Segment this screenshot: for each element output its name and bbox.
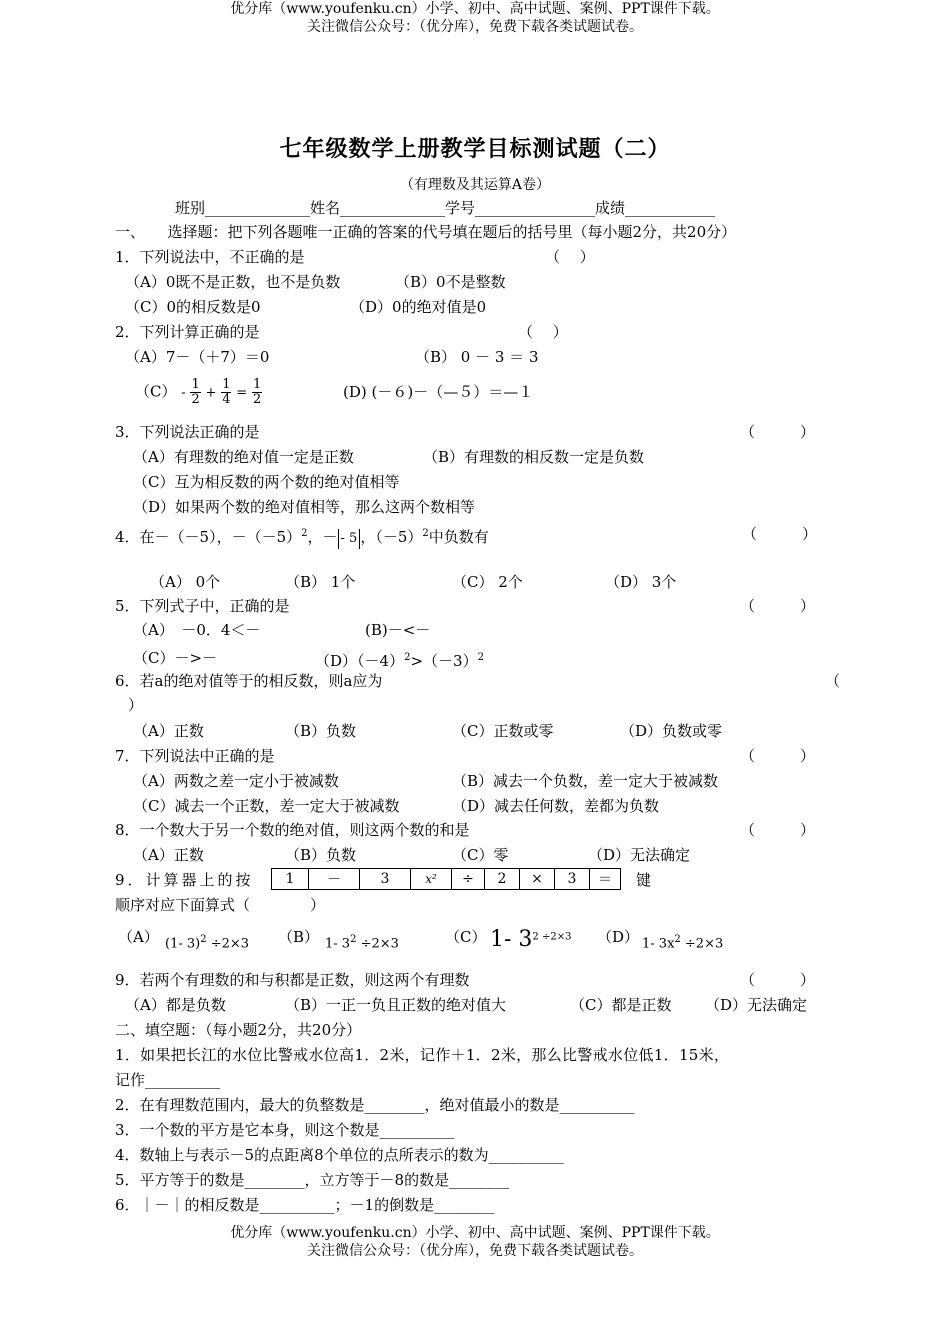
q8-option-a: （A）正数 [133, 846, 204, 864]
q4-stem-part-a: 4．在－（－5），－（－5） [115, 528, 302, 546]
q3-option-c: （C）互为相反数的两个数的绝对值相等 [133, 473, 400, 491]
q2-c-f2-den: 4 [222, 392, 231, 407]
calc-key-divide: ÷ [452, 869, 485, 890]
calc-key-1: 1 [272, 869, 309, 890]
q1-option-a: （A）0既不是正数，也不是负数 [125, 273, 341, 291]
q6-paren-left: （ [825, 672, 841, 690]
q2-c-fraction-1 [190, 378, 200, 407]
q8-answer-paren: （ ） [740, 821, 816, 839]
header-line-2: 关注微信公众号：（优分库），免费下载各类试题试卷。 [307, 19, 643, 35]
q9b-option-c: （C）都是正数 [570, 996, 672, 1014]
q6-option-d: （D）负数或零 [620, 722, 723, 740]
q7-answer-paren: （ ） [740, 747, 816, 765]
q9-b-expr: 1- 3 [325, 936, 351, 952]
q2-c-f2-num: 1 [222, 377, 231, 392]
q2-c-plus: + [205, 385, 217, 401]
calc-key-minus: － [309, 869, 360, 890]
q4-stem-part-d: 中负数有 [428, 528, 489, 546]
q9-a-tail: ÷2×3 [206, 936, 250, 952]
q2-option-a: （A）7－（＋7）＝0 [125, 348, 270, 366]
q8-option-b: （B）负数 [285, 846, 357, 864]
q9-b-tail: ÷2×3 [356, 936, 399, 952]
q9-calc-line2: 顺序对应下面算式（ ） [115, 896, 326, 914]
q9-c-sup: 2 ÷2×3 [532, 931, 572, 943]
q5-option-b: (B)－<－ [365, 621, 431, 639]
q5-d-sup-1: 2 [404, 652, 411, 663]
calc-key-equals: ＝ [590, 869, 621, 890]
q4-stem-part-b: ，－ [307, 528, 338, 546]
q9-d-tail: ÷2×3 [680, 936, 724, 952]
calc-key-3: 3 [360, 869, 411, 890]
q9-option-d-expr [642, 934, 723, 951]
q5-d-part-b: >（－3） [410, 652, 478, 670]
q9-option-a-expr [165, 934, 249, 951]
q9-a-sup: 2 [200, 934, 207, 945]
q4-option-c: （C） 2个 [452, 573, 523, 591]
q4-answer-paren: （ ） [742, 525, 818, 543]
q9b-option-b: （B）一正一负且正数的绝对值大 [285, 996, 507, 1014]
q9b-stem: 9．若两个有理数的和与积都是正数，则这两个有理数 [115, 971, 470, 989]
q9-c-expr: 1- 3 [490, 927, 533, 952]
q1-option-b: （B）0不是整数 [395, 273, 506, 291]
footer-line-1: 优分库（www.youfenku.cn）小学、初中、高中试题、案例、PPT课件下载。 [230, 1225, 720, 1241]
fill-3: 3．一个数的平方是它本身，则这个数是__________ [115, 1121, 455, 1139]
q2-c-f3-num: 1 [252, 377, 262, 392]
q2-option-b: （B） 0 － 3 ＝ 3 [415, 348, 539, 366]
fill-6: 6．｜－｜的相反数是__________；－1的倒数是________ [115, 1196, 495, 1214]
q7-option-a: （A）两数之差一定小于被减数 [133, 772, 339, 790]
q9-option-b-label: （B） [278, 928, 320, 946]
fill-4: 4．数轴上与表示－5的点距离8个单位的点所表示的数为__________ [115, 1146, 564, 1164]
q8-option-c: （C）零 [452, 846, 509, 864]
q9-option-c-label: （C） [445, 928, 487, 946]
section-1-heading: 一、 选择题：把下列各题唯一正确的答案的代号填在题后的括号里（每小题2分，共20分） [115, 223, 737, 241]
section-2-heading: 二、填空题：（每小题2分，共20分） [115, 1021, 362, 1039]
q2-c-fraction-3 [252, 378, 262, 407]
q2-option-c [135, 378, 262, 407]
student-info-line: 班别______________姓名______________学号________________成绩____________ [175, 199, 716, 217]
q4-option-d: （D） 3个 [605, 573, 677, 591]
q5-stem: 5．下列式子中，正确的是 [115, 597, 290, 615]
q7-stem: 7．下列说法中正确的是 [115, 747, 275, 765]
calc-key-3b: 3 [555, 869, 590, 890]
q9-d-expr: 1- 3x [642, 936, 675, 952]
q4-stem [115, 524, 489, 549]
q6-option-a: （A）正数 [133, 722, 204, 740]
q7-option-b: （B）减去一个负数，差一定大于被减数 [452, 772, 719, 790]
q9-option-c-expr [490, 927, 571, 952]
q3-option-d: （D）如果两个数的绝对值相等，那么这两个数相等 [133, 498, 476, 516]
q4-option-a: （A） 0个 [150, 573, 221, 591]
q4-stem-part-c: ，（－5） [360, 528, 423, 546]
page-title: 七年级数学上册教学目标测试题（二） [279, 137, 671, 162]
q2-c-equals: = [236, 385, 248, 401]
q2-c-minus: - [181, 385, 186, 401]
fill-1-line-a: 1．如果把长江的水位比警戒水位高1．2米，记作＋1．2米，那么比警戒水位低1．15米， [115, 1046, 730, 1064]
q6-option-c: （C）正数或零 [452, 722, 554, 740]
q4-absolute-value: - 5 [338, 529, 361, 549]
q5-d-sup-2: 2 [477, 652, 484, 663]
q2-c-f1-den: 2 [191, 392, 200, 407]
calc-key-2: 2 [485, 869, 520, 890]
q9b-answer-paren: （ ） [740, 971, 816, 989]
calc-key-square: x² [411, 869, 452, 890]
q9-a-expr: (1- 3) [165, 936, 201, 952]
q2-option-d: (D) (－６)－（—５）＝—１ [343, 383, 534, 401]
q2-c-fraction-2 [221, 378, 231, 407]
q1-answer-paren: （ ） [545, 248, 595, 266]
q5-option-d [315, 648, 484, 671]
q4-sup-1: 2 [301, 528, 308, 539]
q9-option-b-expr [325, 934, 399, 951]
q9b-option-a: （A）都是负数 [125, 996, 226, 1014]
q6-paren-right: ） [128, 696, 144, 714]
q9b-option-d: （D）无法确定 [705, 996, 808, 1014]
q8-option-d: （D）无法确定 [588, 846, 691, 864]
fill-5: 5．平方等于的数是________，立方等于－8的数是________ [115, 1171, 510, 1189]
q2-option-c-label: （C） [135, 382, 177, 401]
q4-sup-2: 2 [422, 528, 429, 539]
q7-option-d: （D）减去任何数，差都为负数 [452, 797, 660, 815]
q2-stem: 2．下列计算正确的是 [115, 323, 260, 341]
q3-stem: 3．下列说法正确的是 [115, 423, 260, 441]
q2-c-f1-num: 1 [191, 377, 200, 392]
q2-c-f3-den: 2 [252, 392, 262, 407]
q7-option-c: （C）减去一个正数，差一定大于被减数 [133, 797, 400, 815]
q8-stem: 8．一个数大于另一个数的绝对值，则这两个数的和是 [115, 821, 470, 839]
calculator-key-sequence [271, 868, 621, 890]
calc-key-times: × [520, 869, 555, 890]
q9-option-d-label: （D） [597, 928, 640, 946]
q1-option-c: （C）0的相反数是0 [125, 298, 261, 316]
q1-option-d: （D）0的绝对值是0 [350, 298, 487, 316]
footer-line-2: 关注微信公众号：（优分库），免费下载各类试题试卷。 [307, 1243, 643, 1259]
q9-calc-after: 键 [636, 871, 652, 889]
q1-stem: 1．下列说法中，不正确的是 [115, 248, 305, 266]
q3-answer-paren: （ ） [740, 423, 816, 441]
q5-option-c: （C）－>－ [133, 649, 218, 667]
q9-d-sup: 2 [674, 934, 681, 945]
q9-b-sup: 2 [350, 934, 357, 945]
q2-answer-paren: （ ） [518, 323, 568, 341]
q5-answer-paren: （ ） [740, 597, 816, 615]
q9-calc-stem: 9．计算器上的按 [115, 871, 254, 889]
subtitle: （有理数及其运算A卷） [399, 177, 551, 193]
fill-2: 2．在有理数范围内，最大的负整数是________，绝对值最小的数是__________ [115, 1096, 635, 1114]
header-line-1: 优分库（www.youfenku.cn）小学、初中、高中试题、案例、PPT课件下载。 [230, 1, 720, 17]
q4-option-b: （B） 1个 [285, 573, 356, 591]
q6-option-b: （B）负数 [285, 722, 357, 740]
q6-stem: 6．若a的绝对值等于的相反数，则a应为 [115, 672, 383, 690]
q3-option-b: （B）有理数的相反数一定是负数 [423, 448, 645, 466]
q3-option-a: （A）有理数的绝对值一定是正数 [133, 448, 354, 466]
q9-option-a-label: （A） [118, 928, 159, 946]
fill-1-line-b: 记作__________ [115, 1071, 221, 1089]
q5-d-part-a: （D）（－4） [315, 652, 405, 670]
q5-option-a: （A） －0．4＜－ [133, 621, 261, 639]
